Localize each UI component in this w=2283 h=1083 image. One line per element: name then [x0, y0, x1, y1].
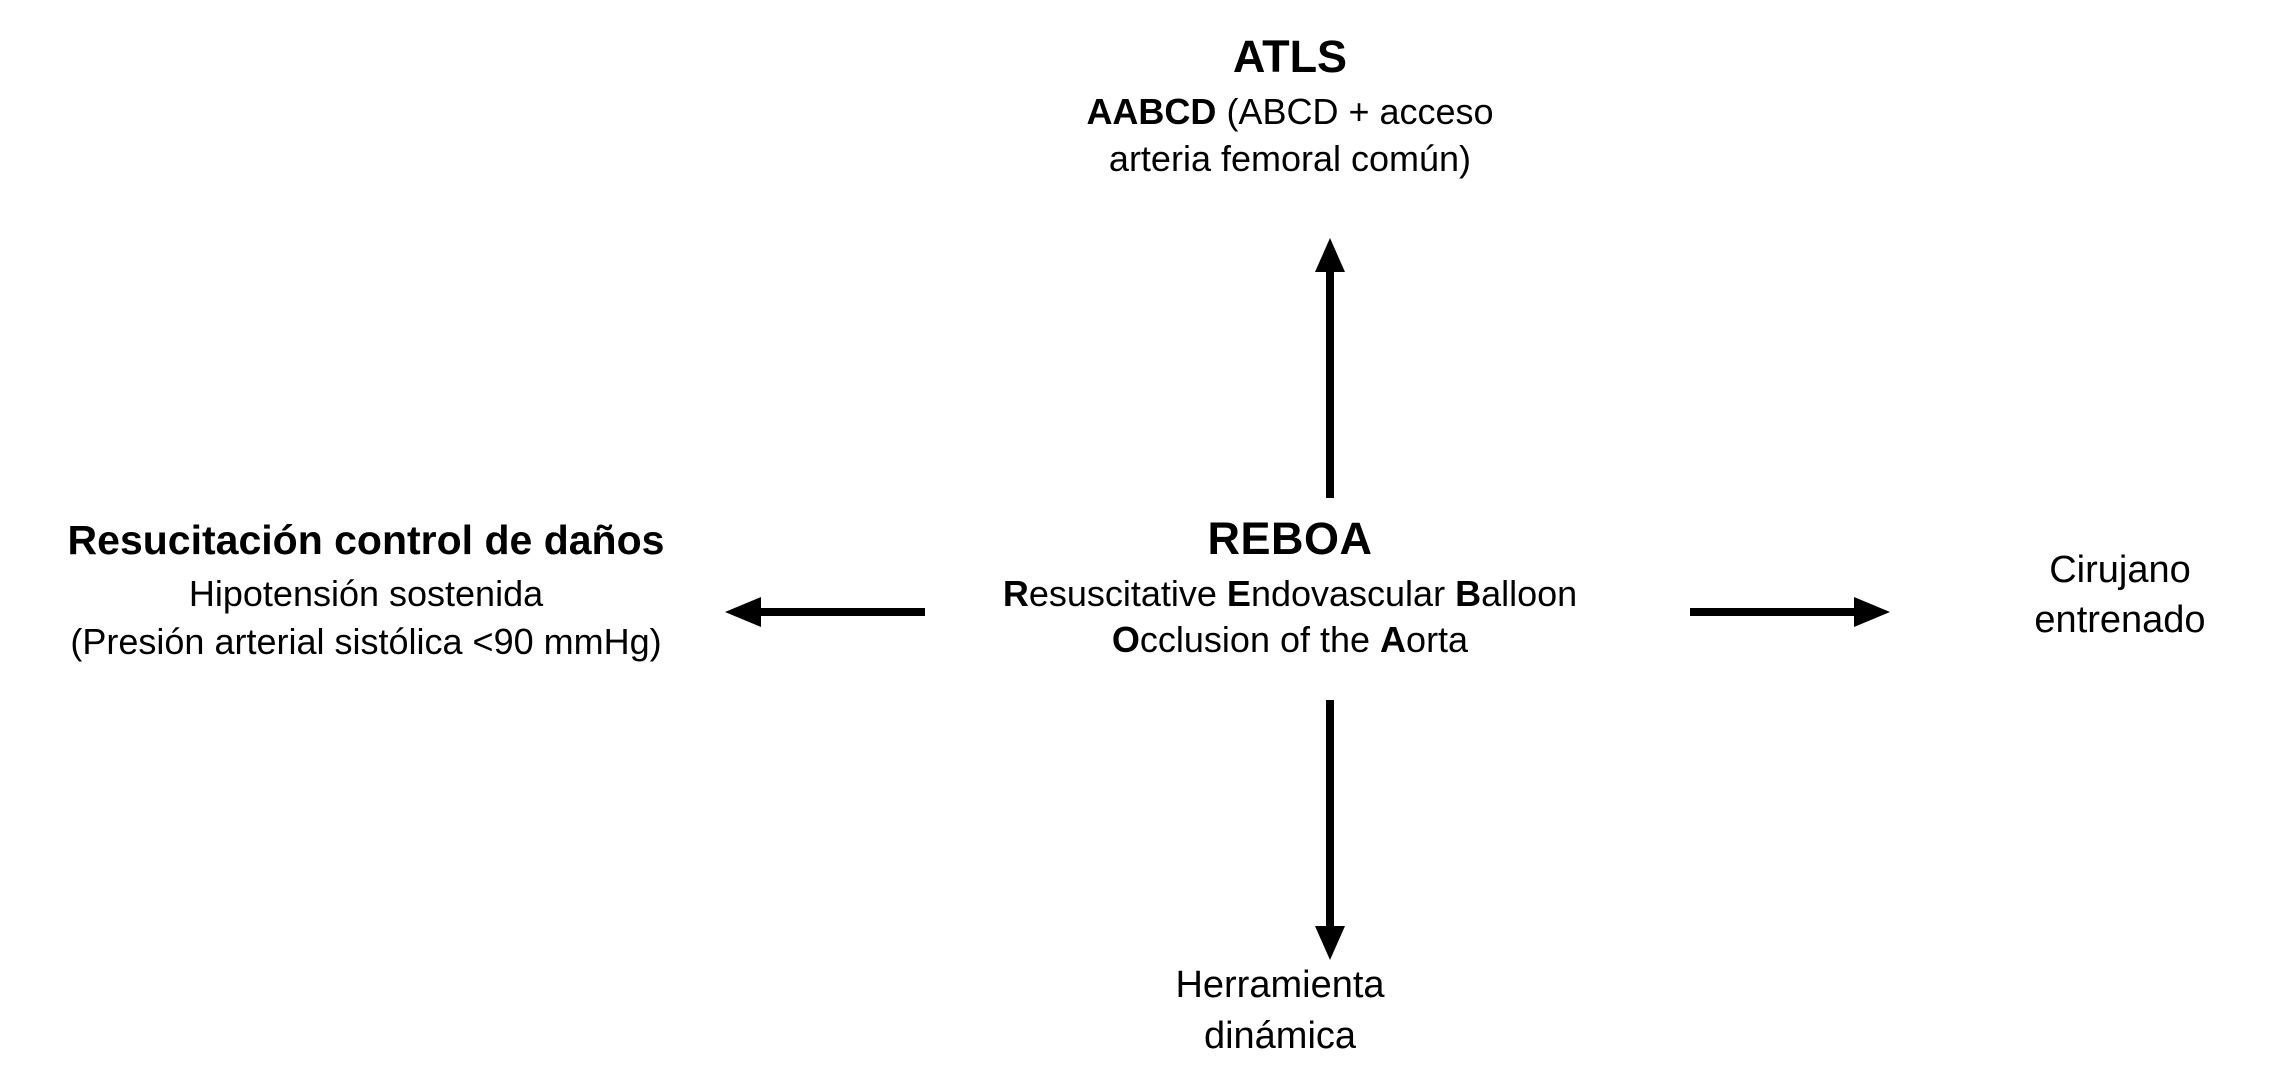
- acronym-letter-r: R: [1002, 572, 1029, 614]
- acronym-word-endovascular: ndovascular: [1250, 572, 1456, 614]
- node-atls-title: ATLS: [1232, 31, 1348, 82]
- acronym-letter-e: E: [1226, 572, 1251, 614]
- node-resucitacion-detail-line1: Hipotensión sostenida: [188, 573, 544, 615]
- node-resucitacion-detail-line2: (Presión arterial sistólica <90 mmHg): [70, 620, 662, 662]
- node-resucitacion-control-danos: [0, 515, 736, 665]
- acronym-word-occlusion: cclusion of the: [1139, 618, 1381, 660]
- node-reboa-expansion-line2: [1112, 619, 1468, 660]
- node-atls-detail-bold: AABCD: [1086, 90, 1217, 132]
- node-reboa: [920, 512, 1660, 663]
- node-herramienta-detail: [1020, 960, 1540, 1062]
- acronym-word-resuscitative: esuscitative: [1028, 572, 1227, 614]
- acronym-letter-b: B: [1455, 572, 1482, 614]
- node-herramienta-line2: dinámica: [1203, 1014, 1357, 1057]
- acronym-word-aorta: orta: [1406, 618, 1469, 660]
- arrow-up-icon: [1310, 238, 1350, 498]
- acronym-letter-o: O: [1111, 618, 1140, 660]
- node-herramienta-line1: Herramienta: [1175, 964, 1385, 1006]
- arrow-left-icon: [725, 592, 925, 632]
- node-resucitacion-detail: [0, 570, 736, 665]
- node-herramienta-dinamica: [1020, 960, 1540, 1062]
- node-cirujano-detail: [1955, 545, 2283, 645]
- node-atls: [1000, 30, 1580, 182]
- arrow-down-icon: [1310, 700, 1350, 960]
- acronym-word-balloon: alloon: [1481, 572, 1578, 614]
- node-atls-detail: [1000, 89, 1580, 183]
- node-resucitacion-title: Resucitación control de daños: [67, 517, 665, 563]
- node-reboa-title: REBOA: [1207, 513, 1373, 564]
- node-atls-detail-line2: arteria femoral común): [1108, 137, 1472, 179]
- node-cirujano-entrenado: [1955, 545, 2283, 645]
- acronym-letter-a: A: [1380, 618, 1407, 660]
- node-cirujano-line2: entrenado: [2034, 599, 2206, 642]
- node-atls-detail-line1-rest: (ABCD + acceso: [1216, 90, 1494, 132]
- node-reboa-expansion: [920, 571, 1660, 663]
- arrow-right-icon: [1690, 592, 1890, 632]
- node-cirujano-line1: Cirujano: [2049, 549, 2191, 591]
- node-reboa-expansion-line1: [1003, 573, 1577, 614]
